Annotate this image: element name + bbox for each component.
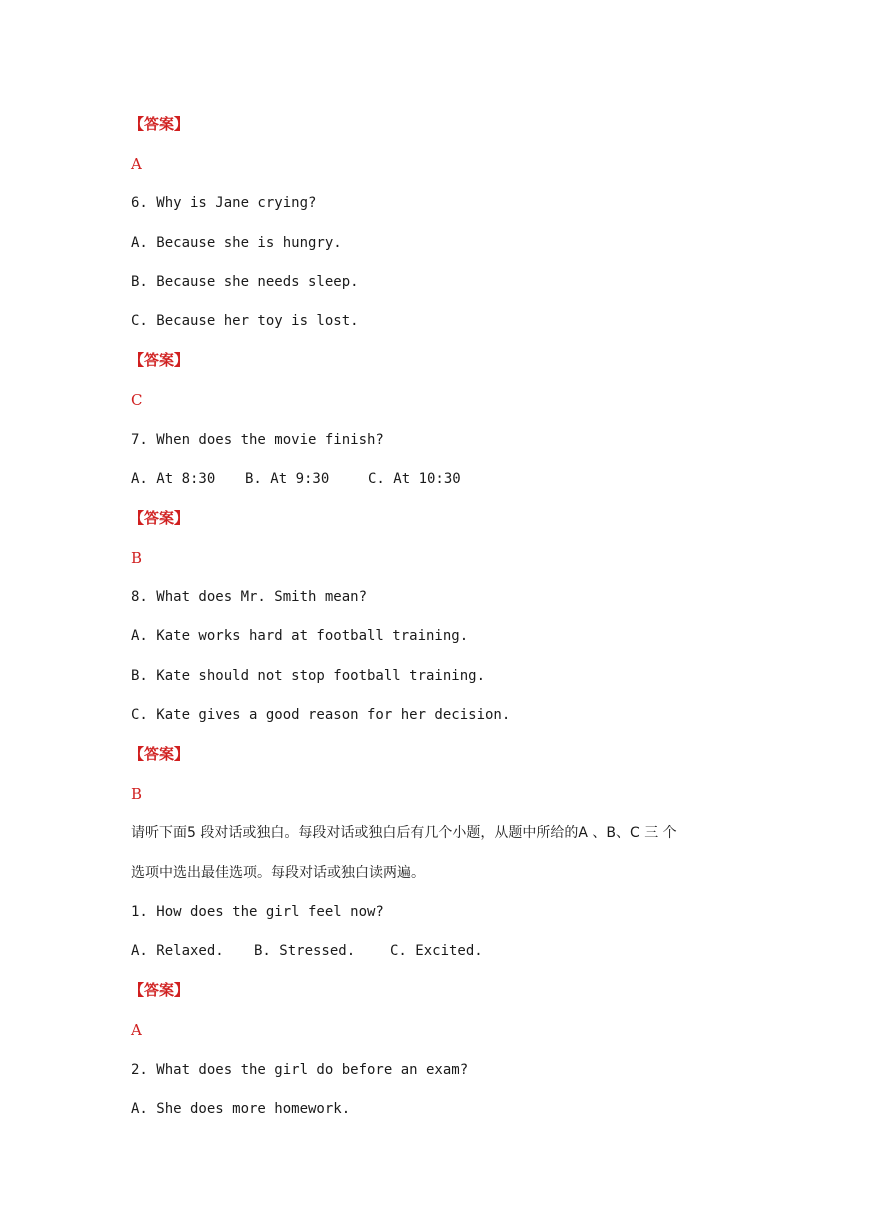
question-s2: 2. What does the girl do before an exam?: [131, 1062, 469, 1078]
answer-value: A: [131, 155, 142, 173]
option-6b: B. Because she needs sleep.: [131, 274, 359, 290]
option-8c: C. Kate gives a good reason for her decision.: [131, 707, 511, 723]
option-8a: A. Kate works hard at football training.: [131, 628, 469, 644]
answer-label: 【答案】: [129, 509, 190, 527]
options-s1: [131, 941, 483, 961]
answer-label: 【答案】: [129, 745, 190, 763]
question-6: 6. Why is Jane crying?: [131, 195, 317, 211]
options-7: [131, 469, 461, 489]
section-instructions-line1: 请听下面5 段对话或独白。每段对话或独白后有几个小题，从题中所给的A 、B、C 三 个: [131, 825, 677, 841]
option-s1a: A. Relaxed.: [131, 943, 224, 959]
option-8b: B. Kate should not stop football training.: [131, 668, 486, 684]
answer-label: 【答案】: [129, 115, 190, 133]
option-7b: B. At 9:30: [245, 471, 330, 487]
answer-value: A: [131, 1021, 142, 1039]
question-7: 7. When does the movie finish?: [131, 432, 384, 448]
answer-value: B: [131, 785, 143, 803]
option-s1c: C. Excited.: [390, 943, 483, 959]
section-instructions-line2: 选项中选出最佳选项。每段对话或独白读两遍。: [131, 865, 425, 881]
answer-value: C: [131, 391, 143, 409]
option-6a: A. Because she is hungry.: [131, 235, 342, 251]
answer-label: 【答案】: [129, 981, 190, 999]
option-s1b: B. Stressed.: [254, 943, 356, 959]
option-7c: C. At 10:30: [368, 471, 461, 487]
question-8: 8. What does Mr. Smith mean?: [131, 589, 368, 605]
option-6c: C. Because her toy is lost.: [131, 313, 359, 329]
option-s2a: A. She does more homework.: [131, 1101, 351, 1117]
question-s1: 1. How does the girl feel now?: [131, 904, 384, 920]
option-7a: A. At 8:30: [131, 471, 216, 487]
answer-label: 【答案】: [129, 351, 190, 369]
answer-value: B: [131, 549, 143, 567]
